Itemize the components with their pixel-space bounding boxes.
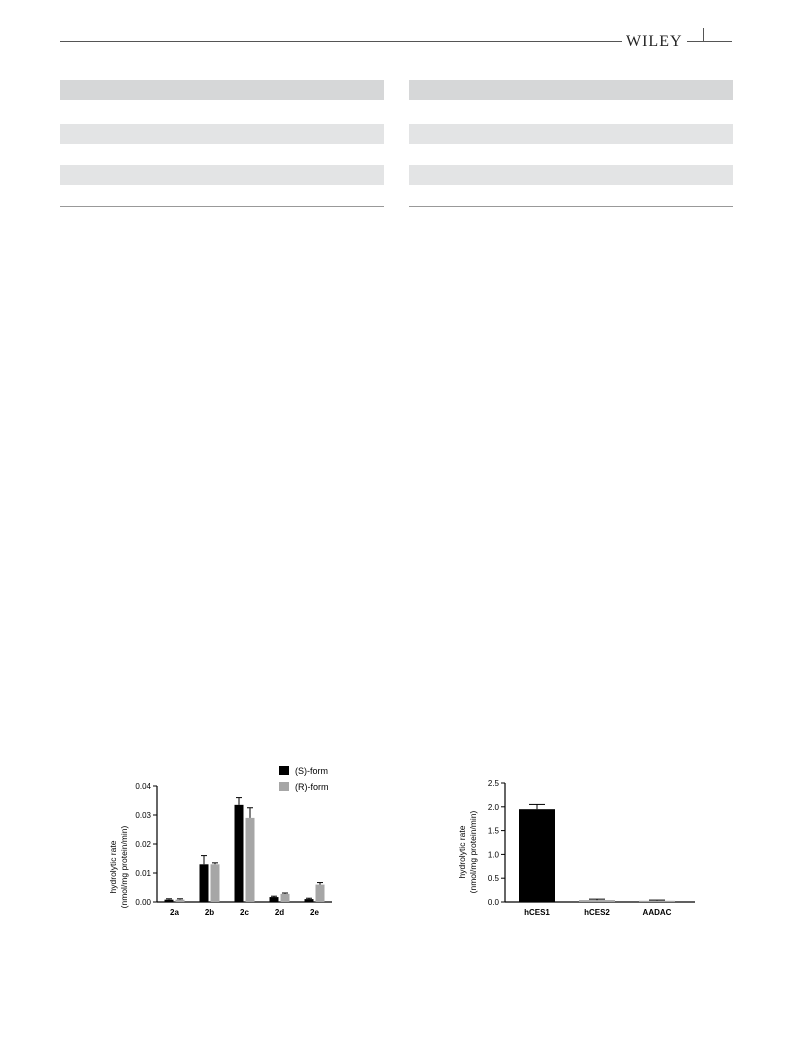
y-tick-label: 1.5 — [487, 826, 499, 836]
table-bottom-rule — [409, 206, 733, 207]
y-axis-label-line1: hydrolytic rate — [457, 825, 467, 879]
chart-enzymes-axes — [488, 779, 695, 917]
x-category-label: 2c — [240, 908, 249, 917]
y-tick-label: 1.0 — [487, 850, 499, 860]
y-tick-label: 0.5 — [487, 874, 499, 884]
y-tick-label: 2.0 — [487, 802, 499, 812]
bar-r-form — [316, 885, 325, 902]
chart-enantiomers — [100, 765, 360, 935]
bar-r-form — [246, 818, 255, 902]
table-row-band — [409, 124, 733, 144]
x-category-label: AADAC — [642, 908, 672, 917]
y-axis-label-line2: (nmol/mg protein/min) — [119, 825, 129, 909]
chart-enantiomers-bars — [165, 798, 325, 902]
x-category-label: 2a — [170, 908, 179, 917]
table-bottom-rule — [60, 206, 384, 207]
bar-hces2 — [579, 900, 615, 902]
bar-aadac — [639, 901, 675, 902]
x-category-label: hCES2 — [584, 908, 610, 917]
chart-enantiomers-legend — [279, 766, 329, 792]
bar-s-form — [270, 897, 279, 902]
chart-enantiomers-axes — [135, 782, 332, 917]
page-tick — [703, 28, 704, 41]
legend-swatch — [279, 766, 289, 775]
x-category-label: 2b — [204, 908, 215, 917]
y-tick-label: 2.5 — [487, 779, 499, 788]
y-tick-label: 0.03 — [135, 811, 151, 820]
y-tick-label: 0.01 — [135, 869, 151, 878]
y-tick-label: 0.00 — [135, 898, 151, 907]
y-tick-label: 0.0 — [487, 898, 499, 907]
y-tick-label: 0.02 — [135, 840, 151, 849]
table-row-band — [409, 165, 733, 185]
y-axis-label-line1: hydrolytic rate — [108, 840, 118, 894]
bar-s-form — [165, 900, 174, 902]
y-tick-label: 0.04 — [135, 782, 151, 791]
legend-swatch — [279, 782, 289, 791]
chart-enzymes-bars — [519, 804, 675, 902]
bar-r-form — [211, 864, 220, 902]
bar-s-form — [235, 805, 244, 902]
table-row-band — [60, 165, 384, 185]
x-category-label: 2d — [274, 908, 285, 917]
x-category-label: hCES1 — [524, 908, 550, 917]
legend-label: (R)-form — [295, 782, 329, 792]
publisher-brand: WILEY — [622, 33, 687, 51]
table-header-band — [409, 80, 733, 100]
bar-s-form — [200, 864, 209, 902]
legend-label: (S)-form — [295, 766, 328, 776]
bar-s-form — [305, 899, 314, 902]
chart-enzymes — [450, 770, 700, 935]
table-row-band — [60, 124, 384, 144]
bar-r-form — [176, 900, 185, 902]
bar-r-form — [281, 894, 290, 902]
table-header-band — [60, 80, 384, 100]
y-axis-label-line2: (nmol/mg protein/min) — [468, 810, 478, 894]
x-category-label: 2e — [310, 908, 319, 917]
bar-hces1 — [519, 809, 555, 902]
